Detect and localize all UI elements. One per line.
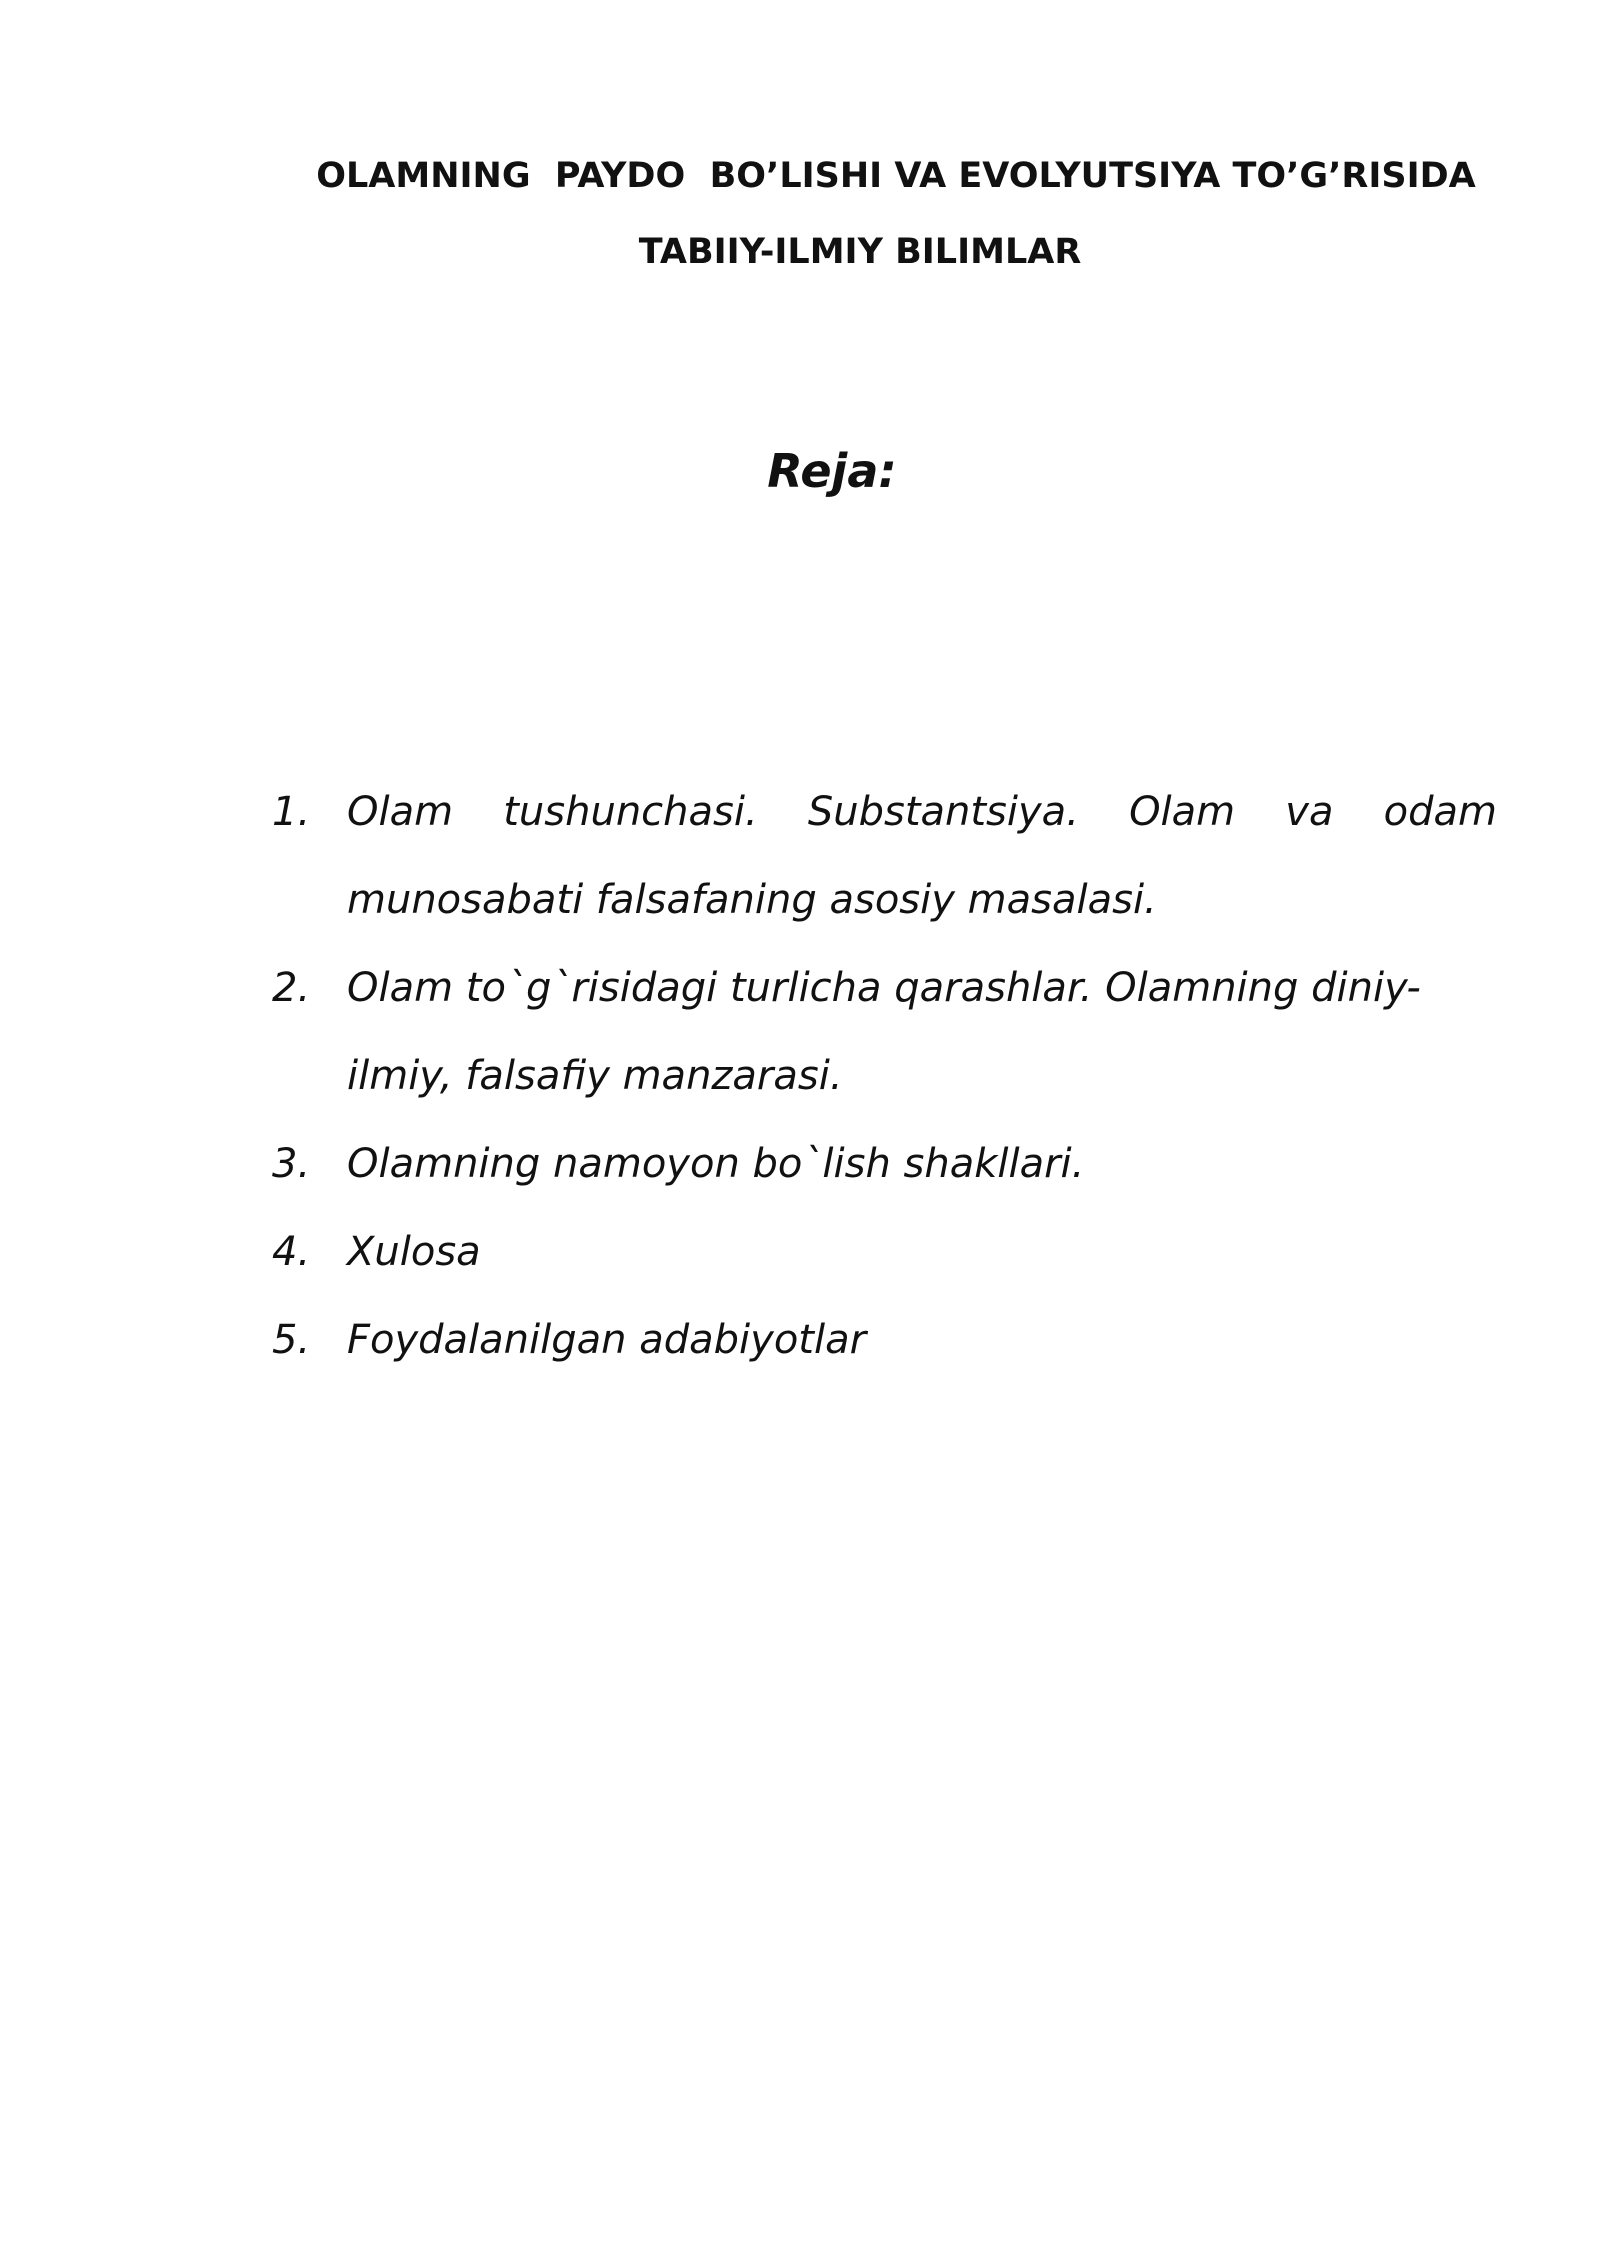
plan-item-number: 4. xyxy=(272,1229,311,1275)
plan-item-number: 2. xyxy=(272,965,311,1011)
plan-item-text: Olam tushunchasi. Substantsiya. Olam va odam munosabati falsafaning asosiy masalasi. xyxy=(347,789,1497,923)
plan-item-3 xyxy=(272,1120,1497,1208)
plan-item-number: 1. xyxy=(272,789,311,835)
plan-item-1 xyxy=(272,768,1497,944)
plan-item-text: Xulosa xyxy=(347,1229,481,1275)
document-title-line-2: TABIIY-ILMIY BILIMLAR xyxy=(638,232,1082,272)
plan-item-number: 3. xyxy=(272,1141,311,1187)
plan-heading: Reja: xyxy=(767,444,897,498)
document-title-line-1: OLAMNING PAYDO BO’LISHI VA EVOLYUTSIYA TO’G’RISIDA xyxy=(316,156,1476,196)
plan-list xyxy=(272,768,1497,1384)
plan-item-4 xyxy=(272,1208,1497,1296)
plan-item-text: Olamning namoyon bo`lish shakllari. xyxy=(347,1141,1085,1187)
plan-item-text: Foydalanilgan adabiyotlar xyxy=(347,1317,867,1363)
plan-item-5 xyxy=(272,1296,1497,1384)
plan-item-text: Olam to`g`risidagi turlicha qarashlar. Olamning diniy-ilmiy, falsafiy manzarasi. xyxy=(347,965,1421,1099)
plan-item-number: 5. xyxy=(272,1317,311,1363)
plan-item-2 xyxy=(272,944,1497,1120)
